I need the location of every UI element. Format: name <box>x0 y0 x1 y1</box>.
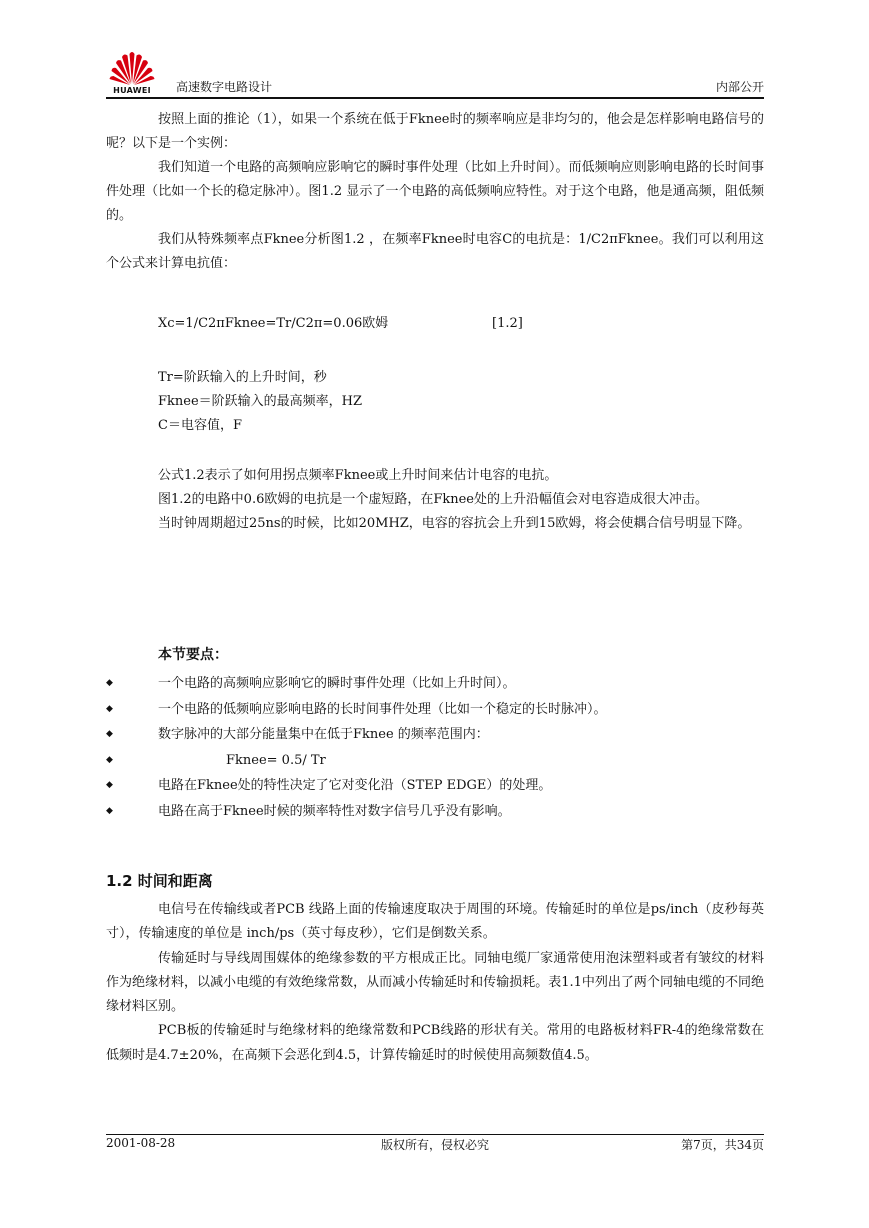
section-heading: 1.2 时间和距离 <box>106 872 213 890</box>
paragraph: 图1.2的电路中0.6欧姆的电抗是一个虚短路，在Fknee处的上升沿幅值会对电容造成很大冲击。 <box>158 492 709 507</box>
definition-line: Tr=阶跃输入的上升时间，秒 <box>158 370 327 385</box>
diamond-bullet-icon: ◆ <box>106 754 113 765</box>
footer-divider <box>106 1134 764 1135</box>
header-divider <box>106 97 764 99</box>
list-item: ◆ 数字脉冲的大部分能量集中在低于Fknee 的频率范围内： <box>106 722 764 748</box>
definition-line: C＝电容值，F <box>158 418 242 433</box>
paragraph: 当时钟周期超过25ns的时候，比如20MHZ，电容的容抗会上升到15欧姆，将会使耦合信号明显下降。 <box>158 516 751 531</box>
paragraph: 电信号在传输线或者PCB 线路上面的传输速度取决于周围的环境。传输延时的单位是ps/inch（皮秒每英寸），传输速度的单位是 inch/ps（英寸每皮秒），它们是倒数关系。 <box>106 902 764 942</box>
diamond-bullet-icon: ◆ <box>106 780 113 791</box>
definition-line: Fknee＝阶跃输入的最高频率，HZ <box>158 394 363 409</box>
list-item: ◆ 电路在Fknee处的特性决定了它对变化沿（STEP EDGE）的处理。 <box>106 773 764 799</box>
paragraph: PCB板的传输延时与绝缘材料的绝缘常数和PCB线路的形状有关。常用的电路板材料FR-4的绝缘常数在低频时是4.7±20%，在高频下会恶化到4.5，计算传输延时的时候使用高频数值4.5。 <box>106 1023 764 1063</box>
page-number: 第7页，共34页 <box>681 1138 764 1152</box>
diamond-bullet-icon: ◆ <box>106 703 113 714</box>
key-points-heading: 本节要点： <box>158 647 228 663</box>
section-body <box>106 898 764 1068</box>
paragraph: 我们从特殊频率点Fknee分析图1.2 ，在频率Fknee时电容C的电抗是：1/C2πFknee。我们可以利用这个公式来计算电抗值： <box>106 232 764 271</box>
list-item: ◆ 一个电路的低频响应影响电路的长时间事件处理（比如一个稳定的长时脉冲）。 <box>106 697 764 723</box>
huawei-logo <box>106 48 158 96</box>
key-points-list <box>106 671 764 825</box>
paragraph: 按照上面的推论（1），如果一个系统在低于Fknee时的频率响应是非均匀的，他会是怎样影响电路信号的呢？以下是一个实例： <box>106 112 764 151</box>
document-title: 高速数字电路设计 <box>176 80 273 94</box>
diamond-bullet-icon: ◆ <box>106 729 113 740</box>
formula <box>106 312 764 336</box>
logo-text: HUAWEI <box>113 86 151 95</box>
list-item: ◆ 一个电路的高频响应影响它的瞬时事件处理（比如上升时间）。 <box>106 671 764 697</box>
page-footer <box>106 1136 764 1156</box>
huawei-flower-icon <box>108 48 156 86</box>
formula-expression: Xc=1/C2πFknee=Tr/C2π=0.06欧姆 <box>158 316 389 331</box>
paragraph: 公式1.2表示了如何用拐点频率Fknee或上升时间来估计电容的电抗。 <box>158 468 558 483</box>
paragraph: 我们知道一个电路的高频响应影响它的瞬时事件处理（比如上升时间）。而低频响应则影响电路的长时间事件处理（比如一个长的稳定脉冲）。图1.2 显示了一个电路的高低频响应特性。对于这个电路，他是通高频，阻低频的。 <box>106 160 764 223</box>
body-text <box>106 108 764 536</box>
list-item: ◆ 电路在高于Fknee时候的频率特性对数字信号几乎没有影响。 <box>106 799 764 825</box>
formula-number: [1.2] <box>492 316 523 331</box>
footer-date: 2001-08-28 <box>106 1136 176 1150</box>
page-header <box>106 48 764 98</box>
diamond-bullet-icon: ◆ <box>106 678 113 688</box>
paragraph: 传输延时与导线周围媒体的绝缘参数的平方根成正比。同轴电缆厂家通常使用泡沫塑料或者有皱纹的材料作为绝缘材料，以减小电缆的有效绝缘常数，从而减小传输延时和传输损耗。表1.1中列出了两个同轴电缆的不同绝缘材料区别。 <box>106 950 764 1015</box>
diamond-bullet-icon: ◆ <box>106 805 113 816</box>
list-item: ◆ Fknee= 0.5/ Tr <box>106 748 764 774</box>
classification-label: 内部公开 <box>715 80 764 94</box>
footer-copyright: 版权所有，侵权必究 <box>380 1138 489 1152</box>
